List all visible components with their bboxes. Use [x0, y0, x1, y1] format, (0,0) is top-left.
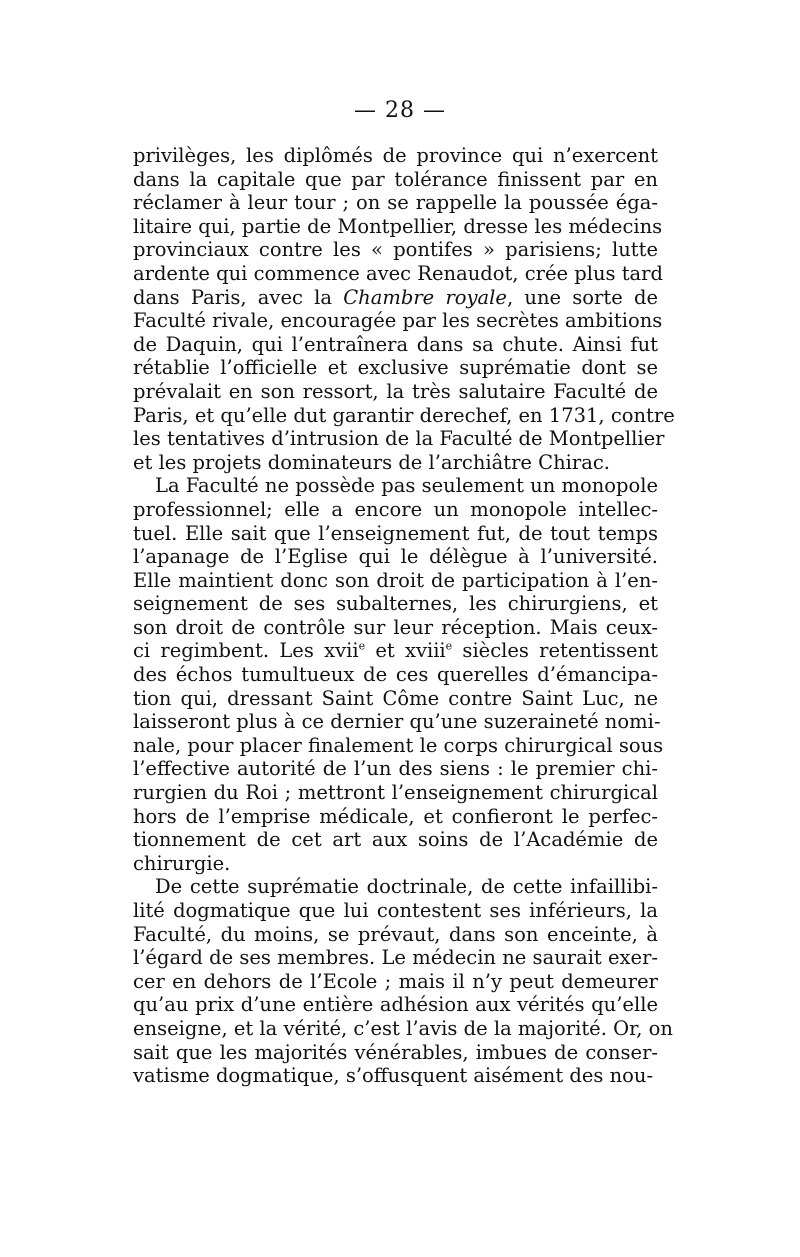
text-line: La Faculté ne possède pas seulement un monopole — [155, 474, 658, 498]
text-line: ardente qui commence avec Renaudot, crée plus tard — [133, 261, 663, 285]
text-line: des échos tumultueux de ces querelles d’émancipa- — [133, 663, 658, 687]
text-line: seignement de ses subalternes, les chirurgiens, et — [133, 592, 658, 616]
text-line: Faculté, du moins, se prévaut, dans son enceinte, à — [133, 922, 658, 946]
text-line: réclamer à leur tour ; on se rappelle la poussée éga- — [133, 191, 658, 215]
text-line: rurgien du Roi ; mettront l’enseignement chirurgical — [133, 781, 658, 805]
text-line: de Daquin, qui l’entraînera dans sa chute. Ainsi fut — [133, 332, 658, 356]
text-line: chirurgie. — [133, 851, 231, 875]
text-line: et les projets dominateurs de l’archiâtre Chirac. — [133, 450, 610, 474]
text-line: tion qui, dressant Saint Côme contre Saint Luc, ne — [133, 686, 658, 710]
text-line: Elle maintient donc son droit de participation à l’en- — [133, 568, 658, 592]
text-line: dans la capitale que par tolérance finissent par en — [133, 167, 658, 191]
text-line: sait que les majorités vénérables, imbues de conser- — [133, 1040, 658, 1064]
text-line: tuel. Elle sait que l’enseignement fut, de tout temps — [133, 521, 658, 545]
text-line: l’apanage de l’Eglise qui le délègue à l’université. — [133, 545, 658, 569]
body-text — [133, 144, 675, 1088]
text-line: tionnement de cet art aux soins de l’Académie de — [133, 828, 658, 852]
text-line: prévalait en son ressort, la très salutaire Faculté de — [133, 379, 658, 403]
text-line: l’effective autorité de l’un des siens : le premier chi- — [133, 757, 658, 781]
superscript: e — [445, 639, 453, 653]
text-line: hors de l’emprise médicale, et confieront le perfec- — [133, 804, 658, 828]
text-line: Faculté rivale, encouragée par les secrètes ambitions — [133, 309, 663, 333]
text-line: De cette suprématie doctrinale, de cette infaillibi- — [155, 875, 658, 899]
text-line: rétablie l’officielle et exclusive suprématie dont se — [133, 356, 658, 380]
text-line: dans Paris, avec la Chambre royale, une sorte de — [133, 285, 658, 309]
text-line: les tentatives d’intrusion de la Faculté de Montpellier — [133, 427, 665, 451]
text-line: son droit de contrôle sur leur réception. Mais ceux- — [133, 615, 658, 639]
text-line: ci regimbent. Les xvii$^e$ et xviii$^e$ siècles retentissent — [133, 639, 658, 663]
text-line: privilèges, les diplômés de province qui n’exercent — [133, 144, 658, 167]
text-line: Paris, et qu’elle dut garantir derechef, en 1731, contre — [133, 403, 675, 427]
text-line: vatisme dogmatique, s’offusquent aisément des nou- — [133, 1064, 654, 1088]
superscript: e — [358, 639, 366, 653]
text-line: l’égard de ses membres. Le médecin ne saurait exer- — [133, 946, 658, 970]
italic-text: Chambre royale — [343, 285, 507, 309]
text-line: enseigne, et la vérité, c’est l’avis de la majorité. Or, on — [133, 1016, 673, 1040]
text-line: laisseront plus à ce dernier qu’une suzeraineté nomi- — [133, 710, 661, 734]
text-line: provinciaux contre les « pontifes » parisiens; lutte — [133, 238, 658, 262]
page-number: — 28 — — [354, 98, 446, 123]
text-line: lité dogmatique que lui contestent ses inférieurs, la — [133, 899, 658, 922]
text-line: nale, pour placer finalement le corps chirurgical sous — [133, 733, 664, 757]
text-line: litaire qui, partie de Montpellier, dresse les médecins — [133, 214, 663, 238]
text-line: cer en dehors de l’Ecole ; mais il n’y peut demeurer — [133, 969, 658, 993]
text-line: qu’au prix d’une entière adhésion aux vérités qu’elle — [133, 993, 658, 1017]
text-line: professionnel; elle a encore un monopole intellec- — [133, 497, 658, 521]
